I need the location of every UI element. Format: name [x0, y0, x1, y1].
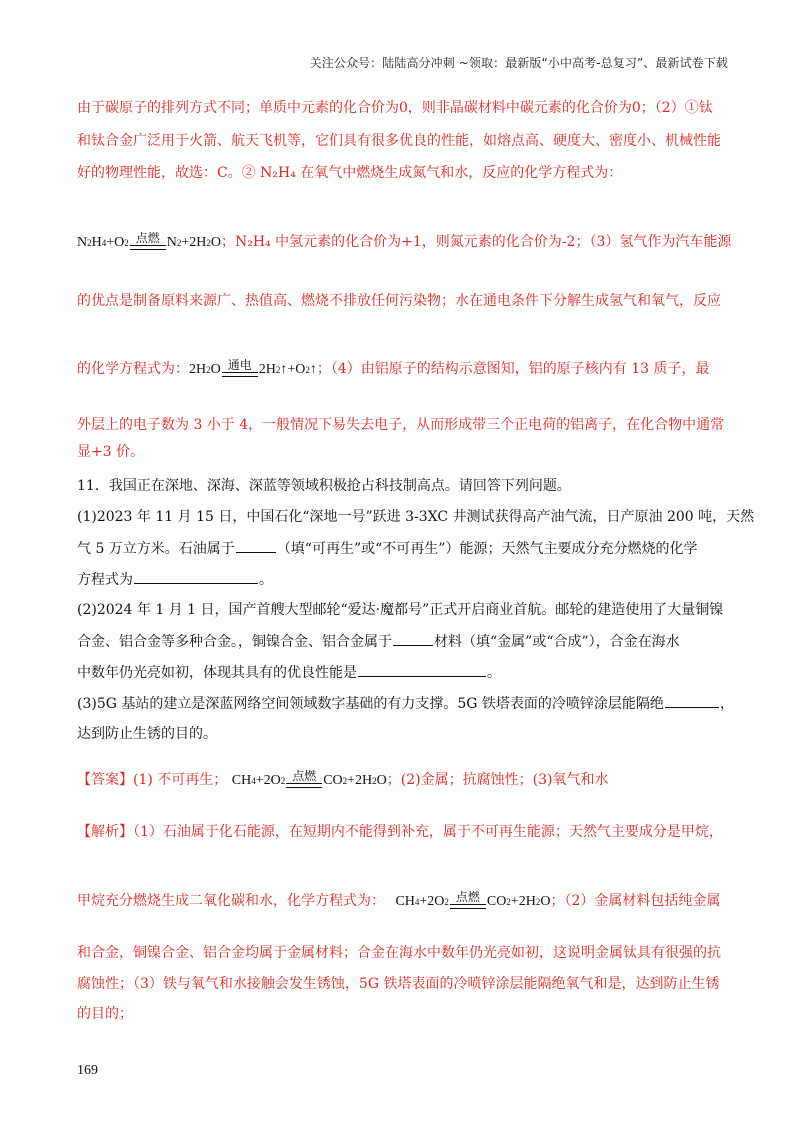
- text-line: 好的物理性能，故选：C。② N₂H₄ 在氧气中燃烧生成氮气和水，反应的化学方程式为：: [77, 165, 623, 181]
- question-stem: 11．我国正在深地、深海、深蓝等领域积极抢占科技制高点。请回答下列问题。: [77, 478, 571, 494]
- text-line: 和钛合金广泛用于火箭、航天飞机等，它们具有很多优良的性能，如熔点高、硬度大、密度小、机械性能: [77, 133, 721, 149]
- equation-water-electrolysis: 2H 2 O 通电 2H 2 ↑+O 2 ↑: [189, 358, 317, 377]
- text-line: 的目的；: [77, 1006, 133, 1022]
- text-span: ；（4）由铝原子的结构示意图知，铝的原子核内有 13 质子，最: [316, 361, 710, 377]
- fill-blank: [393, 631, 433, 646]
- reaction-condition: 通电: [227, 358, 252, 372]
- fill-blank: [358, 662, 486, 677]
- text-line: 达到防止生锈的目的。: [77, 726, 217, 742]
- answer-line: 【答案】(1) 不可再生； CH 4 +2O 2 点燃 CO 2 +2H 2 O；(2)金属；抗腐蚀性；(3)氧气和水: [77, 770, 730, 791]
- fill-blank: [134, 569, 258, 584]
- analysis-label: 【解析】: [77, 824, 133, 840]
- fill-blank: [236, 538, 276, 553]
- text-line: 气 5 万立方米。石油属于 （填“可再生”或“不可再生”）能源；天然气主要成分充分燃烧的化学: [77, 538, 730, 559]
- text-line: 外层上的电子数为 3 小于 4，一般情况下易失去电子，从而形成带三个正电荷的铝离子，在化合物中通常: [77, 417, 725, 433]
- reaction-condition: 点燃: [135, 231, 160, 245]
- text-line: 的优点是制备原料来源广、热值高、燃烧不排放任何污染物；水在通电条件下分解生成氢气和氧气，反应: [77, 293, 721, 309]
- text-line: (3)5G 基站的建立是深蓝网络空间领域数字基础的有力支撑。5G 铁塔表面的冷喷锌涂层能隔绝 ，: [77, 693, 730, 714]
- text-line: 腐蚀性；（3）铁与氧气和水接触会发生锈蚀，5G 铁塔表面的冷喷锌涂层能隔绝氧气和是，达到防止生锈: [77, 976, 720, 992]
- text-line: 合金、铝合金等多种合金。，铜镍合金、铝合金属于 材料（填“金属”或“合成”），合金在海水: [77, 631, 730, 652]
- reaction-condition: 点燃: [292, 769, 317, 783]
- fill-blank: [665, 693, 719, 708]
- page-header: 关注公众号：陆陆高分冲刺 ~领取：最新版“小中高考-总复习”、最新试卷下载: [309, 56, 728, 70]
- text-line: 和合金，铜镍合金、铝合金均属于金属材料；合金在海水中数年仍光亮如初，这说明金属钛具有很强的抗: [77, 945, 721, 961]
- text-line: 由于碳原子的排列方式不同；单质中元素的化合价为0，则非晶碳材料中碳元素的化合价为0；（2）①钛: [77, 100, 713, 116]
- text-line: 方程式为 。: [77, 569, 730, 590]
- text-line: 显+3 价。: [77, 444, 145, 460]
- reaction-condition: 点燃: [455, 890, 480, 904]
- analysis-line: 【解析】（1）石油属于化石能源，在短期内不能得到补充，属于不可再生能源；天然气主要成分是甲烷，: [77, 824, 723, 840]
- page-number: 169: [77, 1063, 98, 1078]
- text-line: 中数年仍光亮如初，体现其具有的优良性能是 。: [77, 662, 730, 683]
- text-line: (1)2023 年 11 月 15 日，中国石化“深地一号”跃进 3-3XC 井测试获得高产油气流，日产原油 200 吨，天然: [77, 509, 755, 525]
- equation-methane-combustion: CH 4 +2O 2 点燃 CO 2 +2H 2 O: [231, 769, 387, 788]
- text-line: (2)2024 年 1 月 1 日，国产首艘大型邮轮“爱达·魔都号”正式开启商业首航。邮轮的建造使用了大量铜镍: [77, 602, 724, 618]
- equation-line: [77, 359, 730, 380]
- answer-label: 【答案】: [77, 772, 133, 788]
- equation-line: [77, 232, 730, 253]
- equation-line: 甲烷充分燃烧生成二氧化碳和水，化学方程式为： CH 4 +2O 2 点燃 CO 2 +2H 2 O；（2）金属材料包括纯金属: [77, 891, 730, 912]
- equation-methane-combustion: CH 4 +2O 2 点燃 CO 2 +2H 2 O: [395, 890, 551, 909]
- equation-n2h4-combustion: N 2 H 4 +O 2 点燃 N 2 +2H 2 O: [77, 231, 222, 250]
- text-span: 的化学方程式为：: [77, 361, 189, 377]
- text-span: ；N₂H₄ 中氢元素的化合价为+1，则氮元素的化合价为-2；（3）氢气作为汽车能源: [221, 234, 732, 250]
